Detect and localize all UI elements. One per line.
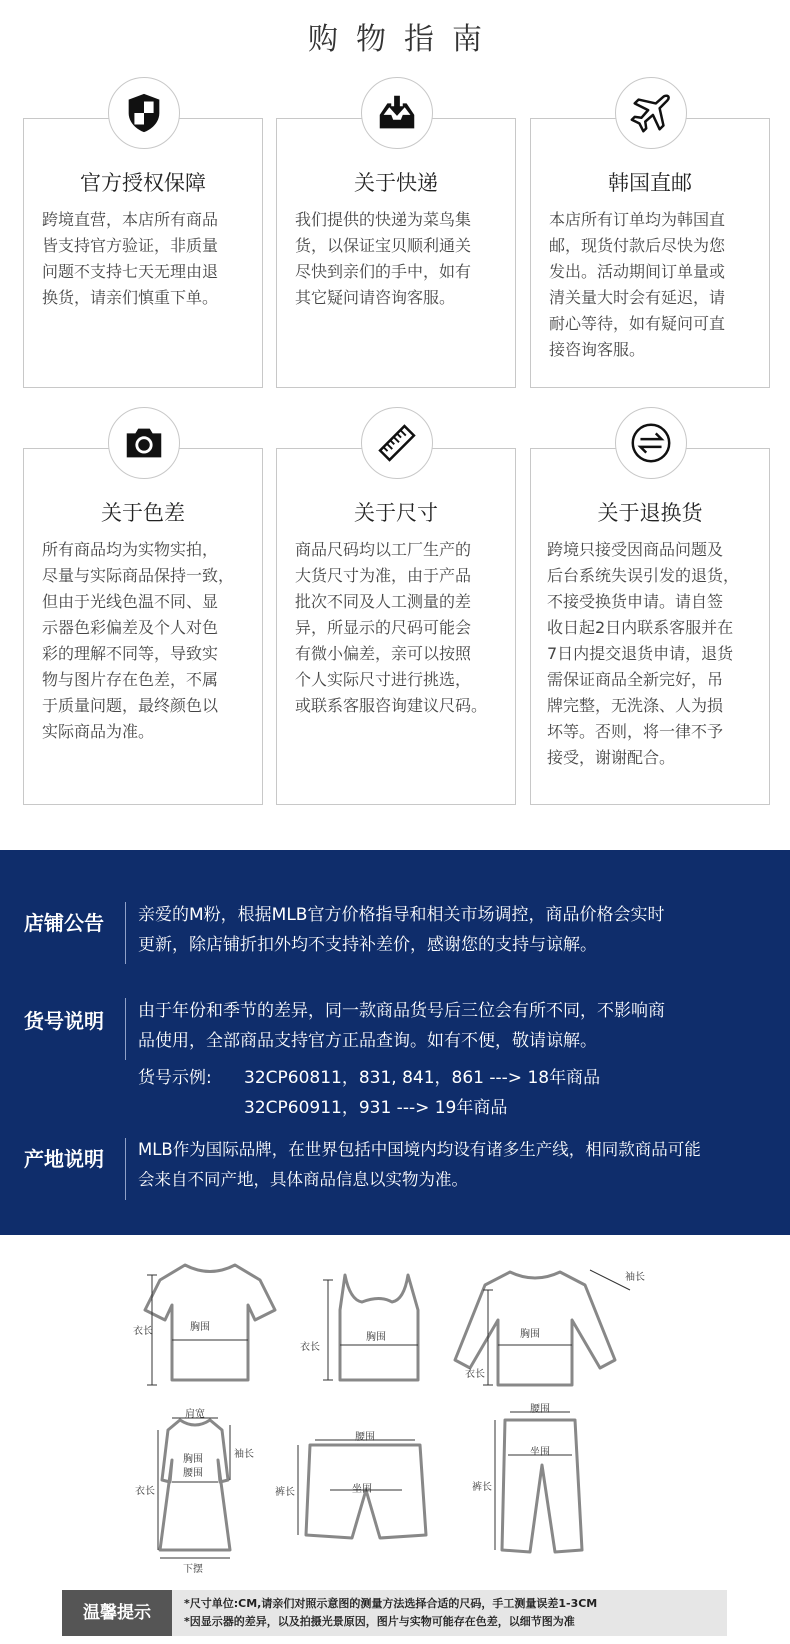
length-label: 衣长 — [300, 1342, 320, 1353]
pants-length-label: 裤长 — [472, 1482, 492, 1493]
sku-example-line: 32CP60811，831, 841，861 ---> 18年商品 — [244, 1068, 601, 1088]
size-measurement-diagram — [130, 1250, 690, 1580]
warm-tip-bar — [62, 1590, 727, 1636]
sku-example-prefix: 货号示例: — [138, 1068, 212, 1088]
length-label: 衣长 — [465, 1369, 485, 1380]
hem-label: 下摆 — [183, 1564, 203, 1575]
garment-outlines — [130, 1250, 690, 1580]
chest-label: 胸围 — [520, 1329, 540, 1340]
chest-label: 胸围 — [190, 1322, 210, 1333]
divider — [125, 998, 126, 1060]
shield-icon — [108, 77, 180, 149]
card-title: 关于尺寸 — [354, 501, 438, 525]
card-body: 商品尺码均以工厂生产的 大货尺寸为准，由于产品 批次不同及人工测量的差 异，所显示的尺码可能会 有微小偏差，亲可以按照 个人实际尺寸进行挑选， 或联系客服咨询建议尺码。 — [295, 540, 488, 715]
card-body: 本店所有订单均为韩国直 邮，现货付款后尽快为您 发出。活动期间订单量或 清关量大时会有延迟，请 耐心等待，如有疑问可直 接咨询客服。 — [549, 210, 726, 359]
sku-note-label: 货号说明 — [24, 1009, 104, 1033]
exchange-icon — [615, 407, 687, 479]
length-label: 衣长 — [135, 1486, 155, 1497]
waist-label: 腰围 — [530, 1404, 550, 1415]
ruler-icon — [361, 407, 433, 479]
origin-note-label: 产地说明 — [24, 1147, 104, 1171]
sku-note-text: 由于年份和季节的差异，同一款商品货号后三位会有所不同，不影响商 品使用，全部商品支持官方正品查询。如有不便，敬请谅解。 — [138, 1001, 665, 1051]
seat-label: 坐围 — [352, 1484, 372, 1495]
store-notice-label: 店铺公告 — [24, 911, 104, 935]
warm-tip-label: 温馨提示 — [62, 1590, 172, 1636]
card-color-difference — [23, 448, 263, 805]
sku-example-line: 32CP60911，931 ---> 19年商品 — [244, 1098, 508, 1118]
page-title: 购物指南 — [308, 22, 500, 57]
divider — [125, 1138, 126, 1200]
origin-note-text: MLB作为国际品牌，在世界包括中国境内均设有诸多生产线，相同款商品可能 会来自不同产地，具体商品信息以实物为准。 — [138, 1140, 701, 1189]
card-korea-direct — [530, 118, 770, 388]
card-body: 跨境直营，本店所有商品 皆支持官方验证，非质量 问题不支持七天无理由退 换货，请亲们慎重下单。 — [42, 210, 219, 307]
divider — [125, 902, 126, 964]
sleeve-label: 袖长 — [234, 1449, 254, 1460]
card-delivery — [276, 118, 516, 388]
card-body: 我们提供的快递为菜鸟集 货，以保证宝贝顺利通关 尽快到亲们的手中，如有 其它疑问请咨询客服。 — [295, 210, 472, 307]
card-title: 关于快递 — [354, 171, 438, 195]
shoulder-label: 肩宽 — [185, 1409, 205, 1420]
warm-tip-text: *尺寸单位:CM,请亲们对照示意图的测量方法选择合适的尺码，手工测量误差1-3CM *因显示器的差异，以及拍摄光景原因，图片与实物可能存在色差，以细节图为准 — [184, 1597, 598, 1628]
seat-label: 坐围 — [530, 1447, 550, 1458]
card-body: 跨境只接受因商品问题及 后台系统失误引发的退货， 不接受换货申请。请自签 收日起2日内联系客服并在 7日内提交退货申请，退货 需保证商品全新完好，吊 牌完整，无洗涤、人为损 坏等。否则，将一律不予 接受，谢谢配合。 — [547, 540, 740, 767]
card-title: 官方授权保障 — [80, 171, 206, 195]
card-body: 所有商品均为实物实拍， 尽量与实际商品保持一致， 但由于光线色温不同、显 示器色彩偏差及个人对色 彩的理解不同等，导致实 物与图片存在色差，不属 于质量问题，最终颜色以 实际商品为准。 — [42, 540, 235, 741]
card-returns — [530, 448, 770, 805]
chest-label: 胸围 — [183, 1454, 203, 1465]
inbox-download-icon — [361, 77, 433, 149]
card-title: 关于退换货 — [597, 501, 703, 525]
airplane-icon — [615, 77, 687, 149]
sleeve-label: 袖长 — [625, 1272, 645, 1283]
card-title: 关于色差 — [101, 501, 185, 525]
card-size — [276, 448, 516, 805]
length-label: 衣长 — [133, 1326, 153, 1337]
card-title: 韩国直邮 — [608, 171, 692, 195]
waist-label: 腰围 — [355, 1432, 375, 1443]
chest-label: 胸围 — [366, 1332, 386, 1343]
waist-label: 腰围 — [183, 1468, 203, 1479]
pants-length-label: 裤长 — [275, 1487, 295, 1498]
notice-panel — [0, 850, 790, 1235]
card-authorized — [23, 118, 263, 388]
store-notice-text: 亲爱的M粉，根据MLB官方价格指导和相关市场调控，商品价格会实时 更新，除店铺折扣外均不支持补差价，感谢您的支持与谅解。 — [138, 905, 665, 955]
camera-icon — [108, 407, 180, 479]
